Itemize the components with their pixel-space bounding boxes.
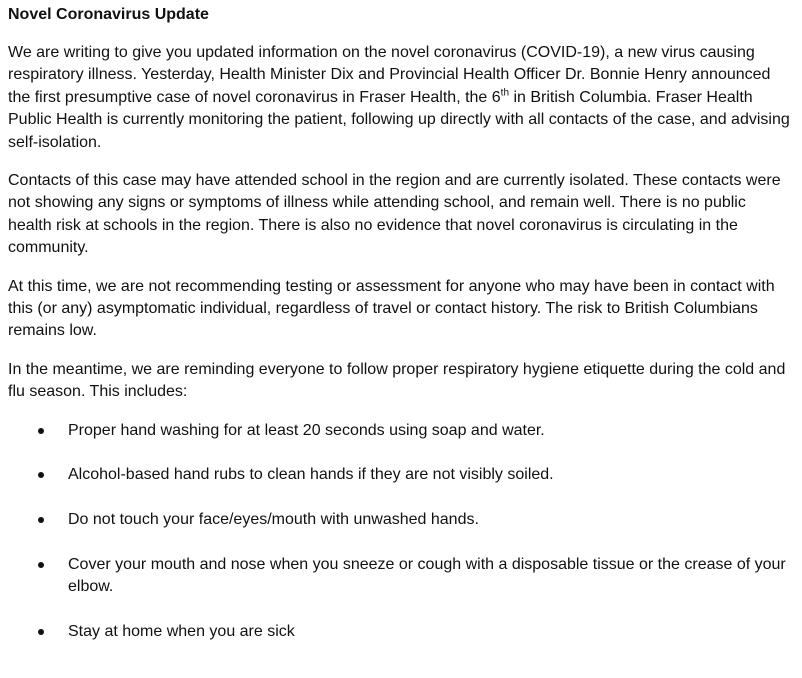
list-item — [8, 509, 792, 531]
list-item-text: Cover your mouth and nose when you sneeze or cough with a disposable tissue or the crease of your elbow. — [68, 556, 786, 596]
bullet-icon — [38, 428, 44, 434]
bullet-icon — [38, 562, 44, 568]
paragraph-update-text-start: We are writing to give you updated information on the novel coronavirus (COVID-19), a new virus causing respiratory illness. Yesterday, Health Minister Dix and Provincial Health Officer Dr. Bonnie Henry announced the first presumptive case of novel coronavirus in Fraser Health, the 6 — [8, 44, 771, 106]
paragraph-hygiene-intro: In the meantime, we are reminding everyone to follow proper respiratory hygiene etiquette during the cold and flu season. This includes: — [8, 360, 786, 401]
bullet-icon — [38, 472, 44, 478]
list-item — [8, 420, 792, 442]
list-item-text: Alcohol-based hand rubs to clean hands if they are not visibly soiled. — [68, 466, 554, 484]
paragraph-testing: At this time, we are not recommending testing or assessment for anyone who may have been in contact with this (or any) asymptomatic individual, regardless of travel or contact history. The risk to British Columbians remains low. — [8, 277, 775, 340]
list-item — [8, 464, 792, 486]
paragraph-contacts: Contacts of this case may have attended school in the region and are currently isolated. These contacts were not showing any signs or symptoms of illness while attending school, and remain well. There is no public health risk at schools in the region. There is also no evidence that novel coronavirus is circulating in the community. — [8, 172, 781, 257]
paragraph-update — [8, 42, 792, 154]
bullet-icon — [38, 629, 44, 635]
bullet-icon — [38, 517, 44, 523]
list-item-text: Do not touch your face/eyes/mouth with unwashed hands. — [68, 511, 479, 529]
paragraph-update-text-end: in British Columbia. Fraser Health Public Health is currently monitoring the patient, following up directly with all contacts of the case, and advising self-isolation. — [8, 88, 790, 151]
list-item-text: Proper hand washing for at least 20 seconds using soap and water. — [68, 421, 545, 439]
ordinal-suffix: th — [500, 87, 510, 99]
document-title: Novel Coronavirus Update — [8, 6, 209, 23]
hygiene-list — [8, 420, 792, 644]
list-item — [8, 621, 792, 643]
list-item-text: Stay at home when you are sick — [68, 623, 295, 641]
list-item — [8, 554, 792, 599]
